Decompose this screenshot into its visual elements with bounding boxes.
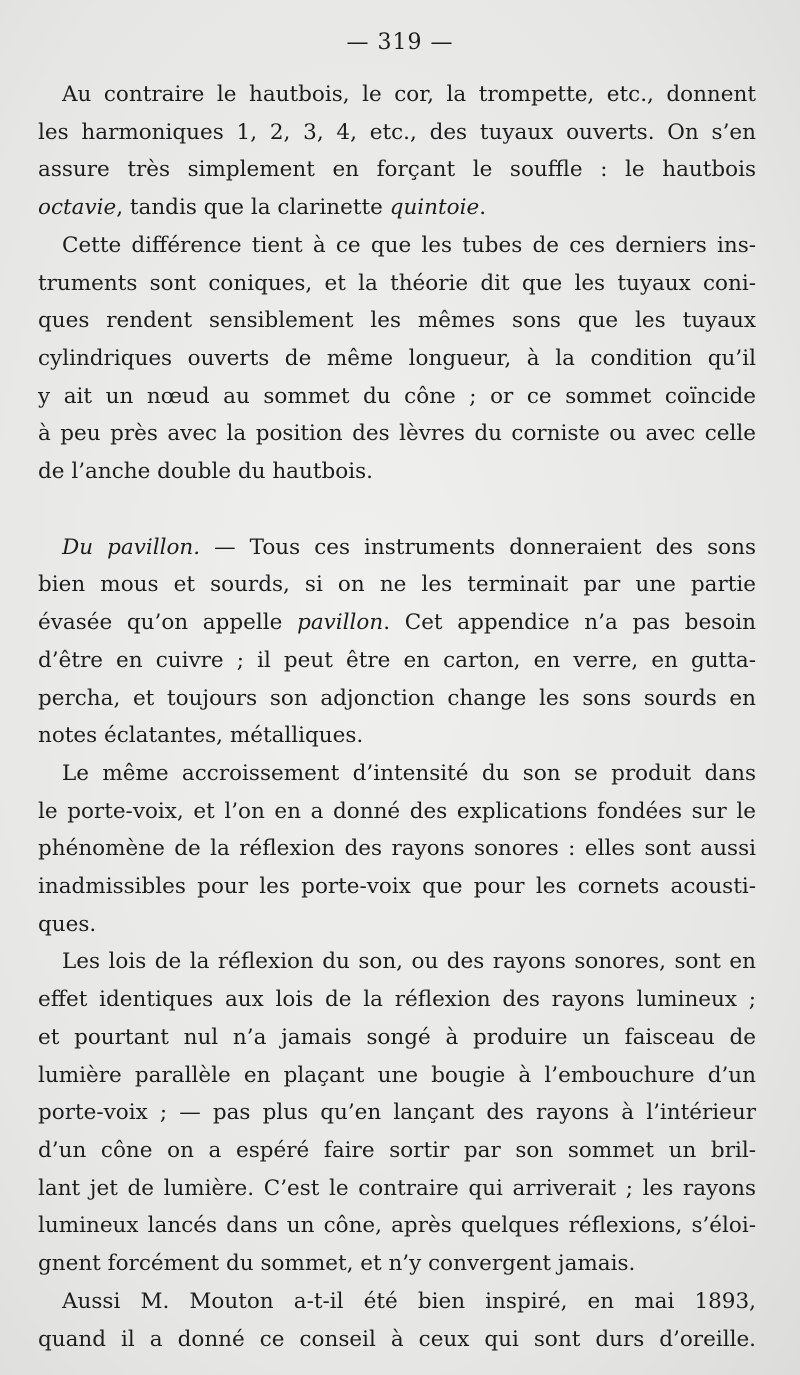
text-run: quand il a donné ce conseil à ceux qui sont durs d’oreille. [38, 1326, 756, 1352]
italic-text: octavie [38, 195, 117, 221]
text-run: d’un cône on a espéré faire sortir par son sommet un bril- [38, 1137, 756, 1163]
text-run: notes éclatantes, métalliques. [38, 723, 364, 749]
text-line [38, 943, 756, 981]
text-line [38, 604, 756, 642]
text-run: à peu près avec la position des lèvres du corniste ou avec celle [38, 421, 756, 447]
text-run: le porte-voix, et l’on en a donné des explications fondées sur le [38, 798, 756, 824]
text-line [38, 453, 756, 491]
text-run: effet identiques aux lois de la réflexion des rayons lumineux ; [38, 987, 756, 1013]
text-line [38, 1094, 756, 1132]
text-line [38, 1321, 756, 1359]
text-run: gnent forcément du sommet, et n’y convergent jamais. [38, 1251, 636, 1277]
text-run: ques rendent sensiblement les mêmes sons que les tuyaux [38, 308, 756, 334]
text-run: cylindriques ouverts de même longueur, à la condition qu’il [38, 345, 756, 371]
text-run: ques. [38, 911, 97, 937]
text-line [38, 566, 756, 604]
paragraph [38, 76, 756, 227]
text-line [38, 340, 756, 378]
text-line [38, 151, 756, 189]
text-line [38, 189, 756, 227]
text-run: lumière parallèle en plaçant une bougie à l’embouchure d’un [38, 1062, 756, 1088]
text-line [38, 642, 756, 680]
text-run: et pourtant nul n’a jamais songé à produire un faisceau de [38, 1024, 756, 1050]
text-run: les harmoniques 1, 2, 3, 4, etc., des tuyaux ouverts. On s’en [38, 119, 756, 145]
text-run: Le même accroissement d’intensité du son se produit dans [62, 760, 756, 786]
body-text [38, 76, 756, 1358]
paragraph [38, 755, 756, 944]
text-line [38, 906, 756, 944]
italic-text: pavillon [297, 610, 384, 636]
text-run: . [479, 195, 487, 221]
text-run: , tandis que la clarinette [116, 195, 390, 221]
text-line [38, 981, 756, 1019]
text-line [38, 114, 756, 152]
italic-text: quintoie [389, 195, 480, 221]
text-run: Cette différence tient à ce que les tubes de ces derniers ins- [62, 232, 756, 258]
text-run: . Cet appendice n’a pas besoin [383, 610, 756, 636]
paragraph-gap [38, 491, 756, 529]
page-number: — 319 — [346, 30, 454, 55]
text-run: truments sont coniques, et la théorie dit que les tuyaux coni- [38, 270, 756, 296]
text-line [38, 717, 756, 755]
text-line [38, 1245, 756, 1283]
text-line [38, 529, 756, 567]
text-run: — Tous ces instruments donneraient des sons [200, 534, 756, 560]
text-run: Au contraire le hautbois, le cor, la trompette, etc., donnent [62, 82, 756, 107]
text-line [38, 680, 756, 718]
text-line [38, 76, 756, 114]
text-line [38, 227, 756, 265]
text-run: Aussi M. Mouton a-t-il été bien inspiré, en mai 1893, [62, 1288, 756, 1314]
paragraph [38, 943, 756, 1282]
text-line [38, 1170, 756, 1208]
text-line [38, 830, 756, 868]
text-line [38, 265, 756, 303]
paragraph [38, 227, 756, 491]
paragraph [38, 1283, 756, 1358]
text-line [38, 793, 756, 831]
text-run: d’être en cuivre ; il peut être en carton, en verre, en gutta- [38, 647, 756, 673]
text-run: lumineux lancés dans un cône, après quelques réflexions, s’éloi- [38, 1213, 756, 1239]
text-line [38, 1207, 756, 1245]
text-run: lant jet de lumière. C’est le contraire qui arriverait ; les rayons [38, 1175, 756, 1201]
text-run: porte-voix ; — pas plus qu’en lançant des rayons à l’intérieur [38, 1100, 756, 1126]
text-line [38, 378, 756, 416]
text-line [38, 1283, 756, 1321]
text-line [38, 1057, 756, 1095]
text-run: bien mous et sourds, si on ne les terminait par une partie [38, 572, 756, 598]
text-line [38, 1019, 756, 1057]
text-run: percha, et toujours son adjonction change les sons sourds en [38, 685, 756, 711]
text-run: assure très simplement en forçant le souffle : le hautbois [38, 157, 756, 183]
text-run: évasée qu’on appelle [38, 610, 298, 636]
italic-text: Du pavillon. [62, 534, 201, 560]
text-line [38, 415, 756, 453]
text-line [38, 868, 756, 906]
paragraph [38, 529, 756, 755]
text-run: de l’anche double du hautbois. [38, 459, 373, 485]
text-line [38, 302, 756, 340]
text-run: y ait un nœud au sommet du cône ; or ce sommet coïncide [38, 383, 756, 409]
text-line [38, 755, 756, 793]
text-run: Les lois de la réflexion du son, ou des rayons sonores, sont en [62, 949, 756, 975]
text-run: inadmissibles pour les porte-voix que pour les cornets acousti- [38, 874, 756, 900]
text-line [38, 1132, 756, 1170]
text-run: phénomène de la réflexion des rayons sonores : elles sont aussi [38, 836, 756, 862]
